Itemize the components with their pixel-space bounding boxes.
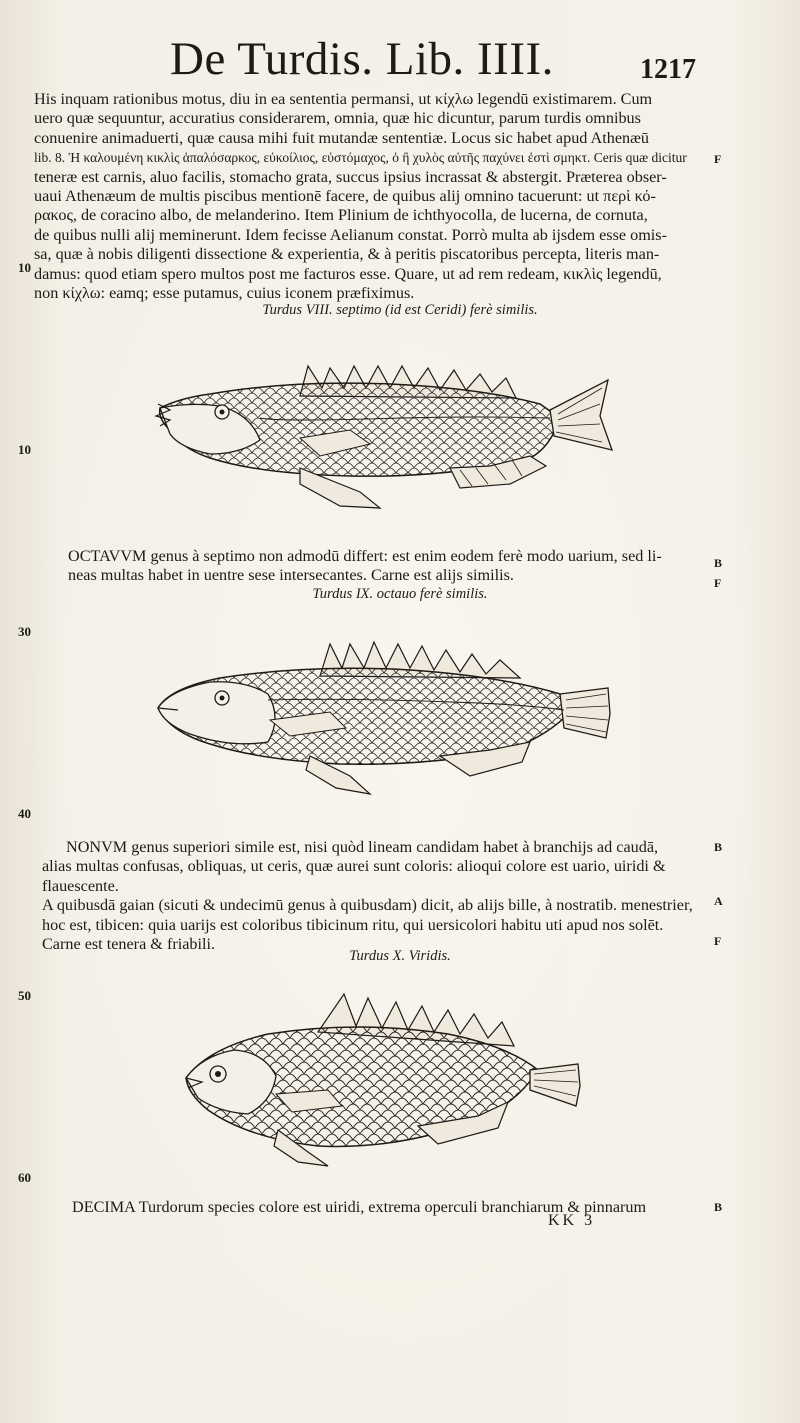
text-line: sa, quæ à nobis diligenti dissectione & experientia, & à peritis piscatoribus percepta, literis man- <box>34 245 660 264</box>
line-number: 50 <box>18 988 31 1003</box>
margin-note-f: F <box>714 934 722 948</box>
text-line: ρακος, de coracino albo, de melanderino. Item Plinium de ichthyocolla, de lucerna, de cornuta, <box>34 206 648 225</box>
paragraph-octavum <box>68 547 698 587</box>
line-number: 30 <box>18 624 31 639</box>
text-line: A quibusdā gaian (sicuti & undecimū genus à quibusdam) dicit, ab alijs bille, à nostratib. menestrier, <box>42 896 693 915</box>
line-number: 10 <box>18 260 31 275</box>
text-line: alias multas confusas, obliquas, ut ceris, quæ aurei sunt coloris: alioqui colore est uario, uiridi & <box>42 857 666 876</box>
fish-illustration-turdus-x <box>178 990 588 1170</box>
caption-turdus-x: Turdus X. Viridis. <box>349 948 451 964</box>
text-line: de quibus nulli alij meminerunt. Idem fecisse Aelianum constat. Porrò multa ab ijsdem esse omis- <box>34 225 667 244</box>
text-line: uaui Athenæum de multis piscibus mentionē facere, de quibus alij omnino tacuerunt: ut περὶ κό- <box>34 186 656 205</box>
line-number: 60 <box>18 1170 31 1185</box>
fish-illustration-turdus-ix <box>150 638 620 800</box>
fish-illustration-turdus-viii <box>150 358 620 518</box>
text-line: OCTAVVM genus à septimo non admodū differt: est enim eodem ferè modo uarium, sed li- <box>68 547 662 565</box>
paragraph-nonum <box>42 838 702 956</box>
paragraph-intro <box>34 90 702 304</box>
margin-note-b: B <box>714 840 723 854</box>
text-line: His inquam rationibus motus, diu in ea sententia permansi, ut κίχλω legendū existimarem. Cum <box>34 90 653 108</box>
margin-note-f: F <box>714 152 722 166</box>
text-line: flauescente. <box>42 876 119 895</box>
margin-note-f: F <box>714 576 722 590</box>
margin-note-b: B <box>714 1200 723 1214</box>
text-line: Carne est tenera & friabili. <box>42 934 216 953</box>
text-line: DECIMA Turdorum species colore est uiridi, extrema operculi branchiarum & pinnarum <box>72 1198 647 1216</box>
paragraph-decima <box>72 1198 700 1220</box>
text-line: uero quæ sequuntur, accuratius considerarem, omnia, quæ hic dicuntur, parum turdis omnibus <box>34 109 641 128</box>
line-number: 40 <box>18 806 31 821</box>
text-line: hoc est, tibicen: quia uarijs est coloribus tibicinum ritu, qui uersicolori habitu uti apud nos solēt. <box>42 915 664 934</box>
text-line: non κίχλω: eamq; esse putamus, cuius iconem præfiximus. <box>34 283 415 302</box>
text-line: conuenire animaduerti, quæ causa mihi fuit mutandæ sententiæ. Locus sic habet apud Athenæū <box>34 128 649 147</box>
text-line: NONVM genus superiori simile est, nisi quòd lineam candidam habet à branchijs ad caudā, <box>66 838 659 856</box>
text-line: lib. 8. Ἡ καλουμένη κικλὶς ἁπαλόσαρκος, εὐκοίλιος, εὐστόμαχος, ὁ ἢ χυλὸς αὐτῆς παχύνει ἐστὶ σμηκτ. Ceris quæ dicitur <box>34 150 687 166</box>
text-line: neas multas habet in uentre sese intersecantes. Carne est alijs similis. <box>68 566 514 585</box>
running-title: De Turdis. Lib. IIII. <box>170 33 554 85</box>
signature-mark: KK 3 <box>548 1212 596 1229</box>
page-header <box>0 26 800 86</box>
line-number: 10 <box>18 442 31 457</box>
text-line: teneræ est carnis, aluo facilis, stomacho grata, succus ipsius incrassat & abstergit. Præterea obser- <box>34 167 667 186</box>
caption-turdus-ix: Turdus IX. octauo ferè similis. <box>312 586 488 602</box>
margin-note-a: A <box>714 894 723 908</box>
folio-number: 1217 <box>640 54 696 85</box>
caption-turdus-viii: Turdus VIII. septimo (id est Ceridi) ferè similis. <box>262 302 538 318</box>
text-line: damus: quod etiam spero multos post me facturos esse. Quare, ut ad rem redeam, κικλὶς legendū, <box>34 264 662 283</box>
margin-note-b: B <box>714 556 723 570</box>
